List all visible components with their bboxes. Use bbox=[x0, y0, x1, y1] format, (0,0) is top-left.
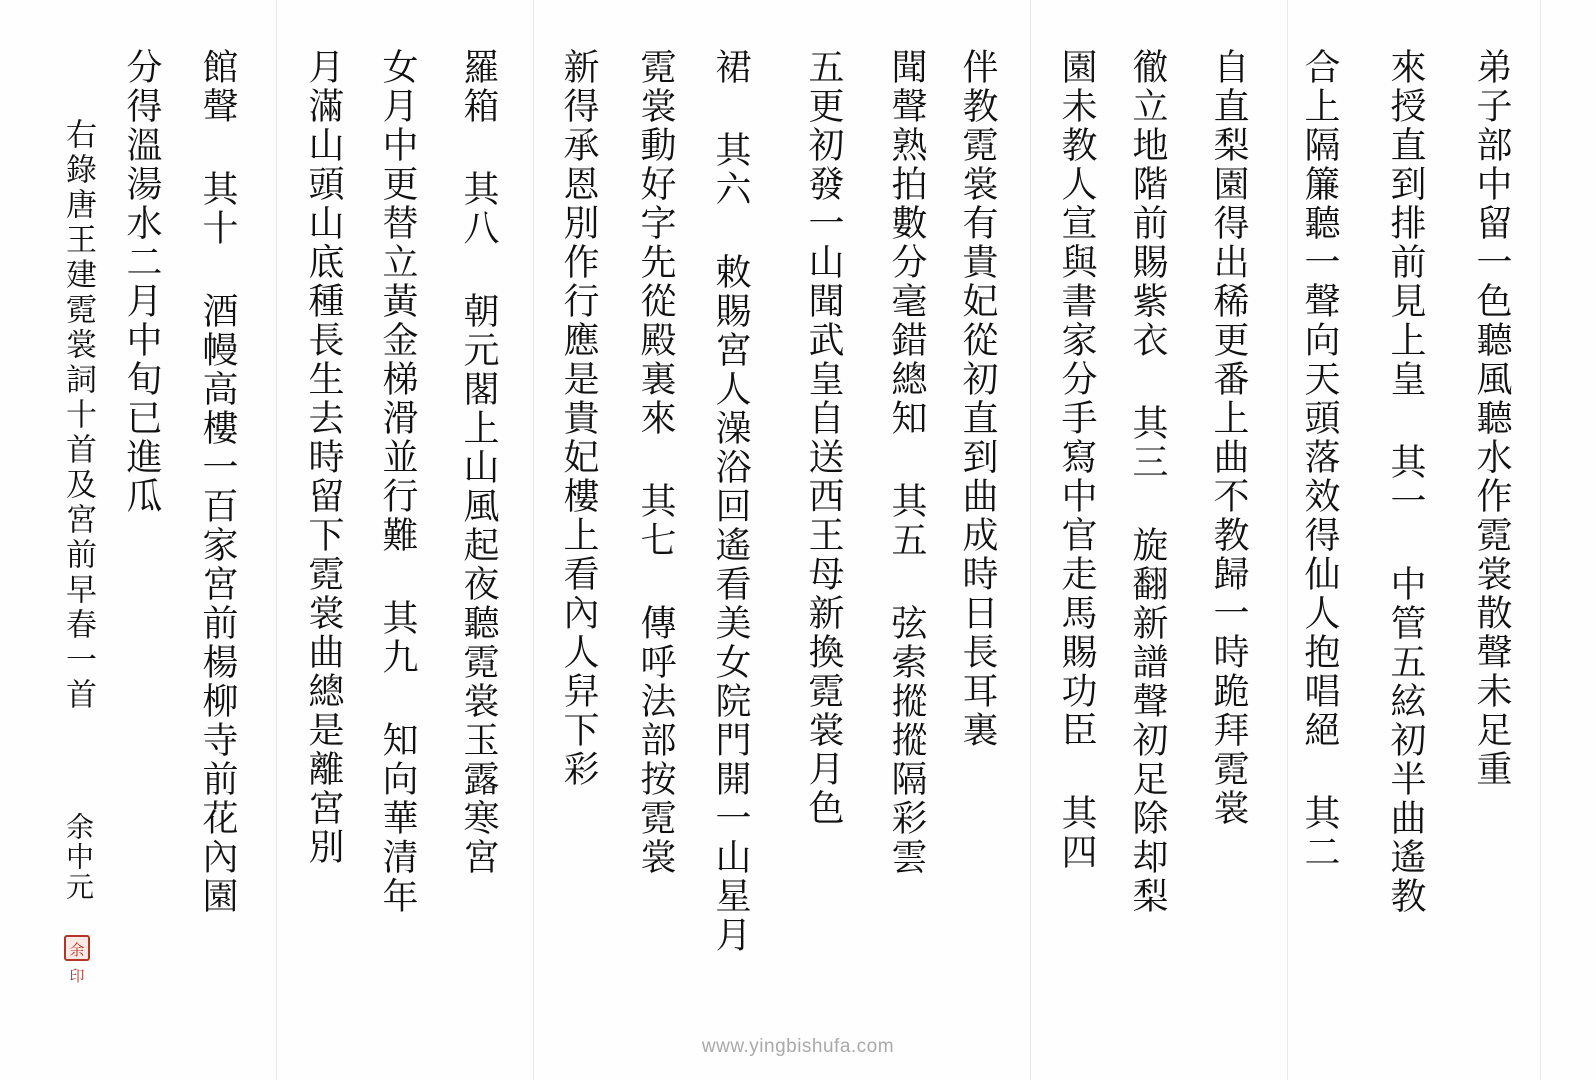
text-column: 霓裳動好字先從殿裏來 其七 傳呼法部按霓裳 bbox=[635, 48, 676, 877]
text-column: 分得溫湯水二月中旬已進瓜 bbox=[121, 48, 162, 516]
text-column: 聞聲熟拍數分毫錯總知 其五 弦索摐摐隔彩雲 bbox=[886, 48, 927, 877]
text-column: 徹立地階前賜紫衣 其三 旋翻新譜聲初足除却梨 bbox=[1127, 48, 1168, 916]
panel-seam bbox=[1287, 0, 1288, 1080]
panel-seam bbox=[276, 0, 277, 1080]
panel-seam bbox=[1030, 0, 1031, 1080]
text-column: 合上隔簾聽一聲向天頭落效得仙人抱唱絕 其二 bbox=[1299, 48, 1340, 872]
text-column: 新得承恩別作行應是貴妃樓上看內人舁下彩 bbox=[558, 48, 599, 789]
watermark-text: www.yingbishufa.com bbox=[701, 1036, 895, 1057]
text-column: 月滿山頭山底種長生去時留下霓裳曲總是離宮別 bbox=[303, 48, 344, 867]
text-column: 來授直到排前見上皇 其一 中管五絃初半曲遙教 bbox=[1385, 48, 1426, 916]
panel-seam bbox=[1540, 0, 1541, 1080]
text-column: 自直梨園得出稀更番上曲不教歸一時跪拜霓裳 bbox=[1208, 48, 1249, 828]
text-column: 館聲 其十 酒幔高樓一百家宮前楊柳寺前花內園 bbox=[197, 48, 238, 916]
text-column: 裙 其六 敕賜宮人澡浴回遙看美女院門開一山星月 bbox=[710, 48, 751, 955]
text-column: 女月中更替立黃金梯滑並行難 其九 知向華清年 bbox=[377, 48, 418, 916]
text-column: 園未教人宣與書家分手寫中官走馬賜功臣 其四 bbox=[1056, 48, 1097, 872]
signature: 余中元 bbox=[62, 812, 95, 902]
text-column: 弟子部中留一色聽風聽水作霓裳散聲未足重 bbox=[1471, 48, 1512, 789]
text-column: 五更初發一山聞武皇自送西王母新換霓裳月色 bbox=[803, 48, 844, 828]
seal-text: 余印 bbox=[69, 941, 85, 985]
seal-stamp bbox=[64, 935, 90, 985]
panel-seam bbox=[533, 0, 534, 1080]
text-column: 伴教霓裳有貴妃從初直到曲成時日長耳裏 bbox=[957, 48, 998, 750]
text-column: 羅箱 其八 朝元閣上山風起夜聽霓裳玉露寒宮 bbox=[458, 48, 499, 877]
inscription-column: 右錄唐王建霓裳詞十首及宮前早春一首 bbox=[60, 118, 96, 713]
